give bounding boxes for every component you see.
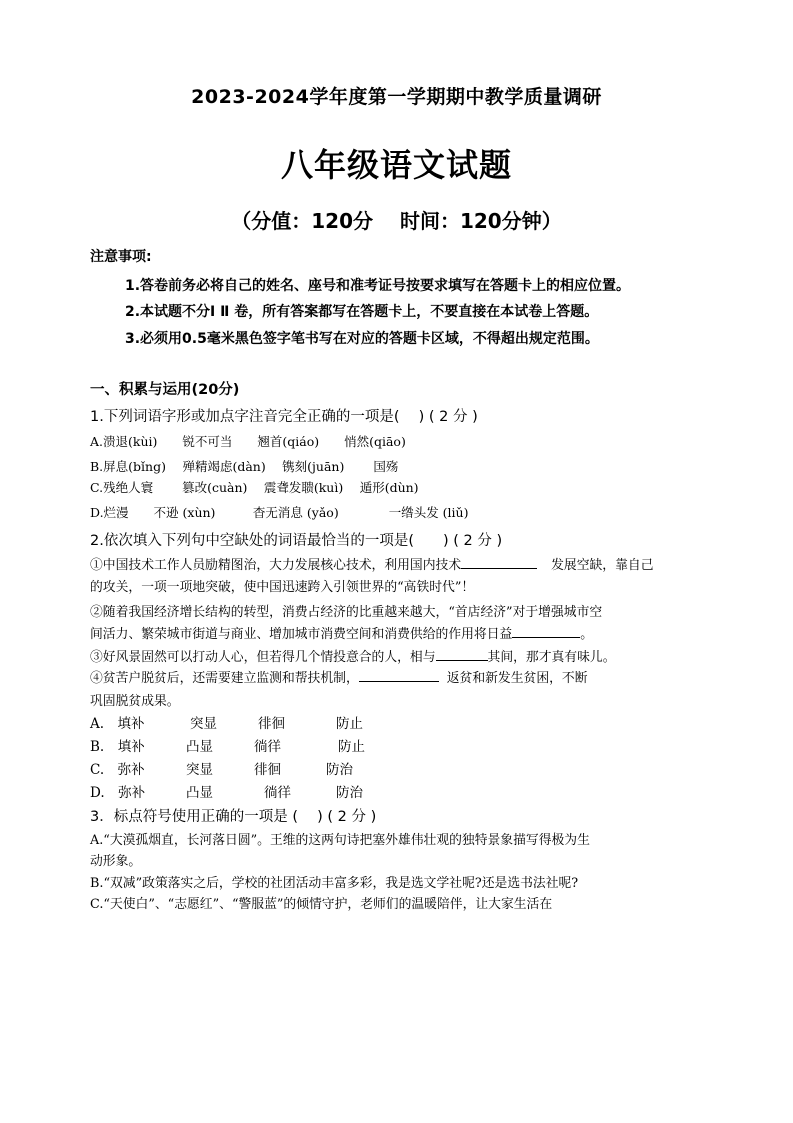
- question-3-stem: 3．标点符号使用正确的一项是 ( ) ( 2 分 ): [90, 809, 377, 825]
- question-2-choice-b: [90, 735, 365, 755]
- question-2-choice-c: [90, 758, 353, 778]
- choice-word: 突显: [186, 762, 213, 778]
- choice-word: 防止: [336, 716, 363, 732]
- exam-title: 八年级语文试题: [280, 146, 512, 184]
- blank-line: [512, 625, 580, 638]
- notice-heading: 注意事项:: [90, 249, 152, 265]
- question-2-stem: 2.依次填入下列句中空缺处的词语最恰当的一项是( ) ( 2 分 ): [90, 533, 503, 549]
- question-2-sentence-3: [90, 646, 615, 665]
- sentence-text: 发展空缺，靠自己: [551, 558, 654, 573]
- question-2-sentence-2-cont: [90, 623, 593, 642]
- choice-word: 徘徊: [254, 762, 281, 778]
- question-2-choice-a: [90, 712, 363, 732]
- question-2-sentence-2: ②随着我国经济增长结构的转型，消费占经济的比重越来越大，“首店经济”对于增强城市空: [90, 605, 603, 620]
- sentence-text: ④贫苦户脱贫后，还需要建立监测和帮扶机制，: [90, 671, 359, 686]
- question-2-sentence-1-cont: 的攻关，一项一项地突破，使中国迅速跨入引领世界的“高铁时代”！: [90, 580, 475, 595]
- question-1-option-b: B.屏息(bǐng) 殚精竭虑(dàn) 镌刻(juān) 国殇: [90, 459, 399, 474]
- question-2-sentence-1: [90, 554, 653, 573]
- blank-line: [359, 669, 439, 682]
- sentence-text: 返贫和新发生贫困，不断: [446, 671, 588, 686]
- choice-word: A. 填补: [90, 716, 145, 732]
- choice-word: B. 填补: [90, 739, 145, 755]
- exam-subtitle: （分值：120分 时间：120分钟）: [231, 209, 562, 233]
- notice-item: 2.本试题不分Ⅰ Ⅱ 卷，所有答案都写在答题卡上，不要直接在本试卷上答题。: [125, 304, 599, 320]
- question-3-option-c: C.“天使白”、“志愿红”、“警服蓝”的倾情守护，老师们的温暖陪伴，让大家生活在: [90, 897, 553, 912]
- choice-word: 徜徉: [264, 785, 291, 801]
- exam-header-line: 2023-2024学年度第一学期期中教学质量调研: [191, 86, 602, 108]
- blank-line: [461, 556, 537, 569]
- choice-word: 突显: [190, 716, 217, 732]
- question-3-option-a: A.“大漠孤烟直，长河落日圆”。王维的这两句诗把塞外雄伟壮观的独特景象描写得极为生: [90, 833, 590, 848]
- question-1-option-d: D.烂漫 不逊 (xùn) 杳无消息 (yǎo) 一绺头发 (liǔ): [90, 505, 469, 520]
- choice-word: 防治: [336, 785, 363, 801]
- question-3-option-b: B.“双减”政策落实之后，学校的社团活动丰富多彩，我是选文学社呢?还是选书法社呢?: [90, 876, 579, 891]
- sentence-text: ①中国技术工作人员励精图治，大力发展核心技术，利用国内技术: [90, 558, 462, 573]
- question-2-sentence-4: [90, 667, 588, 686]
- notice-item: 1.答卷前务必将自己的姓名、座号和准考证号按要求填写在答题卡上的相应位置。: [125, 278, 631, 294]
- sentence-text: ③好风景固然可以打动人心，但若得几个情投意合的人，相与: [90, 650, 436, 665]
- blank-line: [436, 648, 488, 661]
- question-1-option-c: C.残绝人寰 篡改(cuàn) 震聋发聩(kuì) 遁形(dùn): [90, 480, 419, 495]
- section-heading: 一、积累与运用(20分): [90, 382, 240, 398]
- choice-word: 凸显: [186, 785, 213, 801]
- question-2-choice-d: [90, 781, 363, 801]
- notice-item: 3.必须用0.5毫米黑色签字笔书写在对应的答题卡区域，不得超出规定范围。: [125, 331, 599, 347]
- choice-word: 徜徉: [254, 739, 281, 755]
- question-3-option-a-cont: 动形象。: [90, 854, 142, 869]
- choice-word: 徘徊: [258, 716, 285, 732]
- question-1-option-a: A.溃退(kùi) 锐不可当 翘首(qiáo) 悄然(qiāo): [90, 434, 406, 449]
- choice-word: 凸显: [186, 739, 213, 755]
- question-2-sentence-4-cont: 巩固脱贫成果。: [90, 694, 180, 709]
- choice-word: C. 弥补: [90, 762, 145, 778]
- sentence-text: 。: [580, 627, 594, 642]
- choice-word: D. 弥补: [90, 785, 146, 801]
- choice-word: 防治: [326, 762, 353, 778]
- sentence-text: 间活力、繁荣城市街道与商业、增加城市消费空间和消费供给的作用将日益: [90, 627, 513, 642]
- choice-word: 防止: [338, 739, 365, 755]
- question-1-stem: 1.下列词语字形或加点字注音完全正确的一项是( ) ( 2 分 ): [90, 409, 478, 425]
- sentence-text: 其间，那才真有味儿。: [487, 650, 616, 665]
